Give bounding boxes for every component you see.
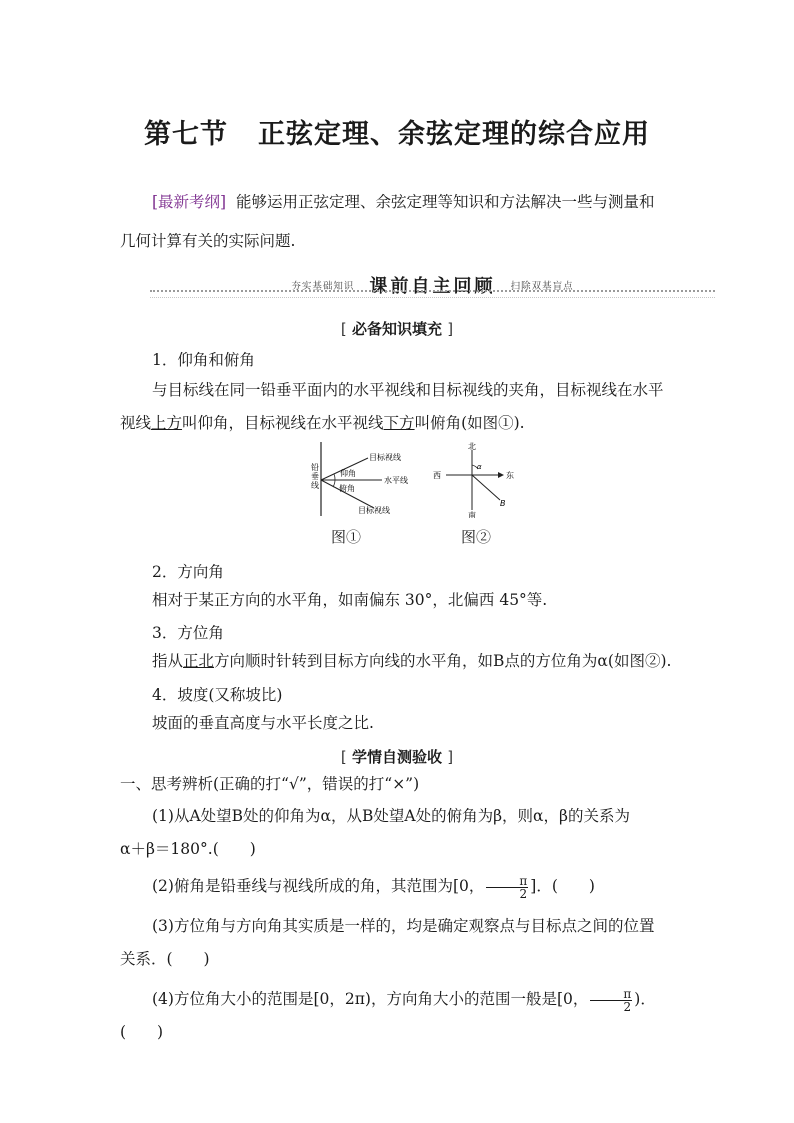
quiz-question-2: (2)俯角是铅垂线与视线所成的角，其范围为[0， $\frac{\pi}{2}$ ]．( ) <box>152 873 595 901</box>
figure-2-bearing-diagram <box>430 440 520 518</box>
title-text: 正弦定理、余弦定理的综合应用 <box>258 119 650 150</box>
fraction-pi-over-2: $\frac{\pi}{2}$ <box>486 875 528 900</box>
banner-divider <box>150 290 715 298</box>
item-3-heading: 3．方位角 <box>152 624 224 642</box>
section-heading-knowledge: [ 必备知识填充 ] <box>340 320 454 338</box>
item-2-heading: 2．方向角 <box>152 563 224 581</box>
underline-north: 正北 <box>183 652 215 670</box>
section-number: 第七节 <box>144 119 228 150</box>
east-label: 东 <box>506 471 514 480</box>
item-1-body: 与目标线在同一铅垂平面内的水平视线和目标视线的夹角，目标视线在水平 视线上方叫仰角，目标视线在水平视线下方叫俯角(如图①). <box>120 381 664 432</box>
syllabus-text-2: 几何计算有关的实际问题. <box>120 232 296 250</box>
figure-1-caption: 图① <box>331 528 362 546</box>
section-title-knowledge: 必备知识填充 <box>351 320 442 338</box>
depression-label: 俯角 <box>339 484 355 493</box>
point-b-label: B <box>500 499 506 508</box>
quiz-heading: 一、思考辨析(正确的打“√”，错误的打“×”) <box>120 775 420 793</box>
banner-right: 扫除双基盲点 <box>510 281 574 292</box>
syllabus-tag: [最新考纲] <box>152 193 227 211</box>
horizontal-label: 水平线 <box>384 476 408 485</box>
item-1-heading: 1．仰角和俯角 <box>152 351 255 369</box>
vertical-label: 铅垂线 <box>311 463 319 490</box>
target-top-label: 目标视线 <box>369 453 401 462</box>
south-label: 南 <box>468 511 476 518</box>
quiz-question-4: (4)方位角大小的范围是[0，2π)，方向角大小的范围一般是[0， $\frac{\pi}{2}$ )．( ) <box>120 986 656 1041</box>
figure-2-caption: 图② <box>461 528 492 546</box>
syllabus-paragraph <box>120 186 680 258</box>
banner-title: 课前自主回顾 <box>369 276 496 297</box>
item-2-body: 相对于某正方向的水平角，如南偏东 30°，北偏西 45°等. <box>152 591 548 609</box>
section-title-selftest: 学情自测验收 <box>351 748 442 766</box>
item-4-body: 坡面的垂直高度与水平长度之比. <box>152 714 374 732</box>
section-heading-selftest: [ 学情自测验收 ] <box>340 748 454 766</box>
fraction-pi-over-2: $\frac{\pi}{2}$ <box>590 988 632 1013</box>
west-label: 西 <box>433 471 441 480</box>
quiz-question-1: (1)从A处望B处的仰角为α，从B处望A处的俯角为β，则α，β的关系为 α＋β＝180°.( ) <box>120 807 630 858</box>
alpha-label: α <box>477 463 482 471</box>
item-3-body: 指从正北方向顺时针转到目标方向线的水平角，如B点的方位角为α(如图②). <box>152 652 672 670</box>
section-banner <box>150 272 715 298</box>
elevation-label: 仰角 <box>340 469 356 478</box>
quiz-question-3: (3)方位角与方向角其实质是一样的，均是确定观察点与目标点之间的位置 关系．( ) <box>120 917 655 968</box>
item-4-heading: 4．坡度(又称坡比) <box>152 686 283 704</box>
page-title <box>0 112 794 151</box>
underline-below: 下方 <box>383 414 415 432</box>
underline-above: 上方 <box>151 414 183 432</box>
target-bottom-label: 目标视线 <box>358 506 390 515</box>
north-label: 北 <box>468 442 476 451</box>
figure-1-elevation-diagram <box>300 440 420 520</box>
banner-left: 夯实基础知识 <box>291 281 355 292</box>
syllabus-text-1: 能够运用正弦定理、余弦定理等知识和方法解决一些与测量和 <box>235 193 655 211</box>
